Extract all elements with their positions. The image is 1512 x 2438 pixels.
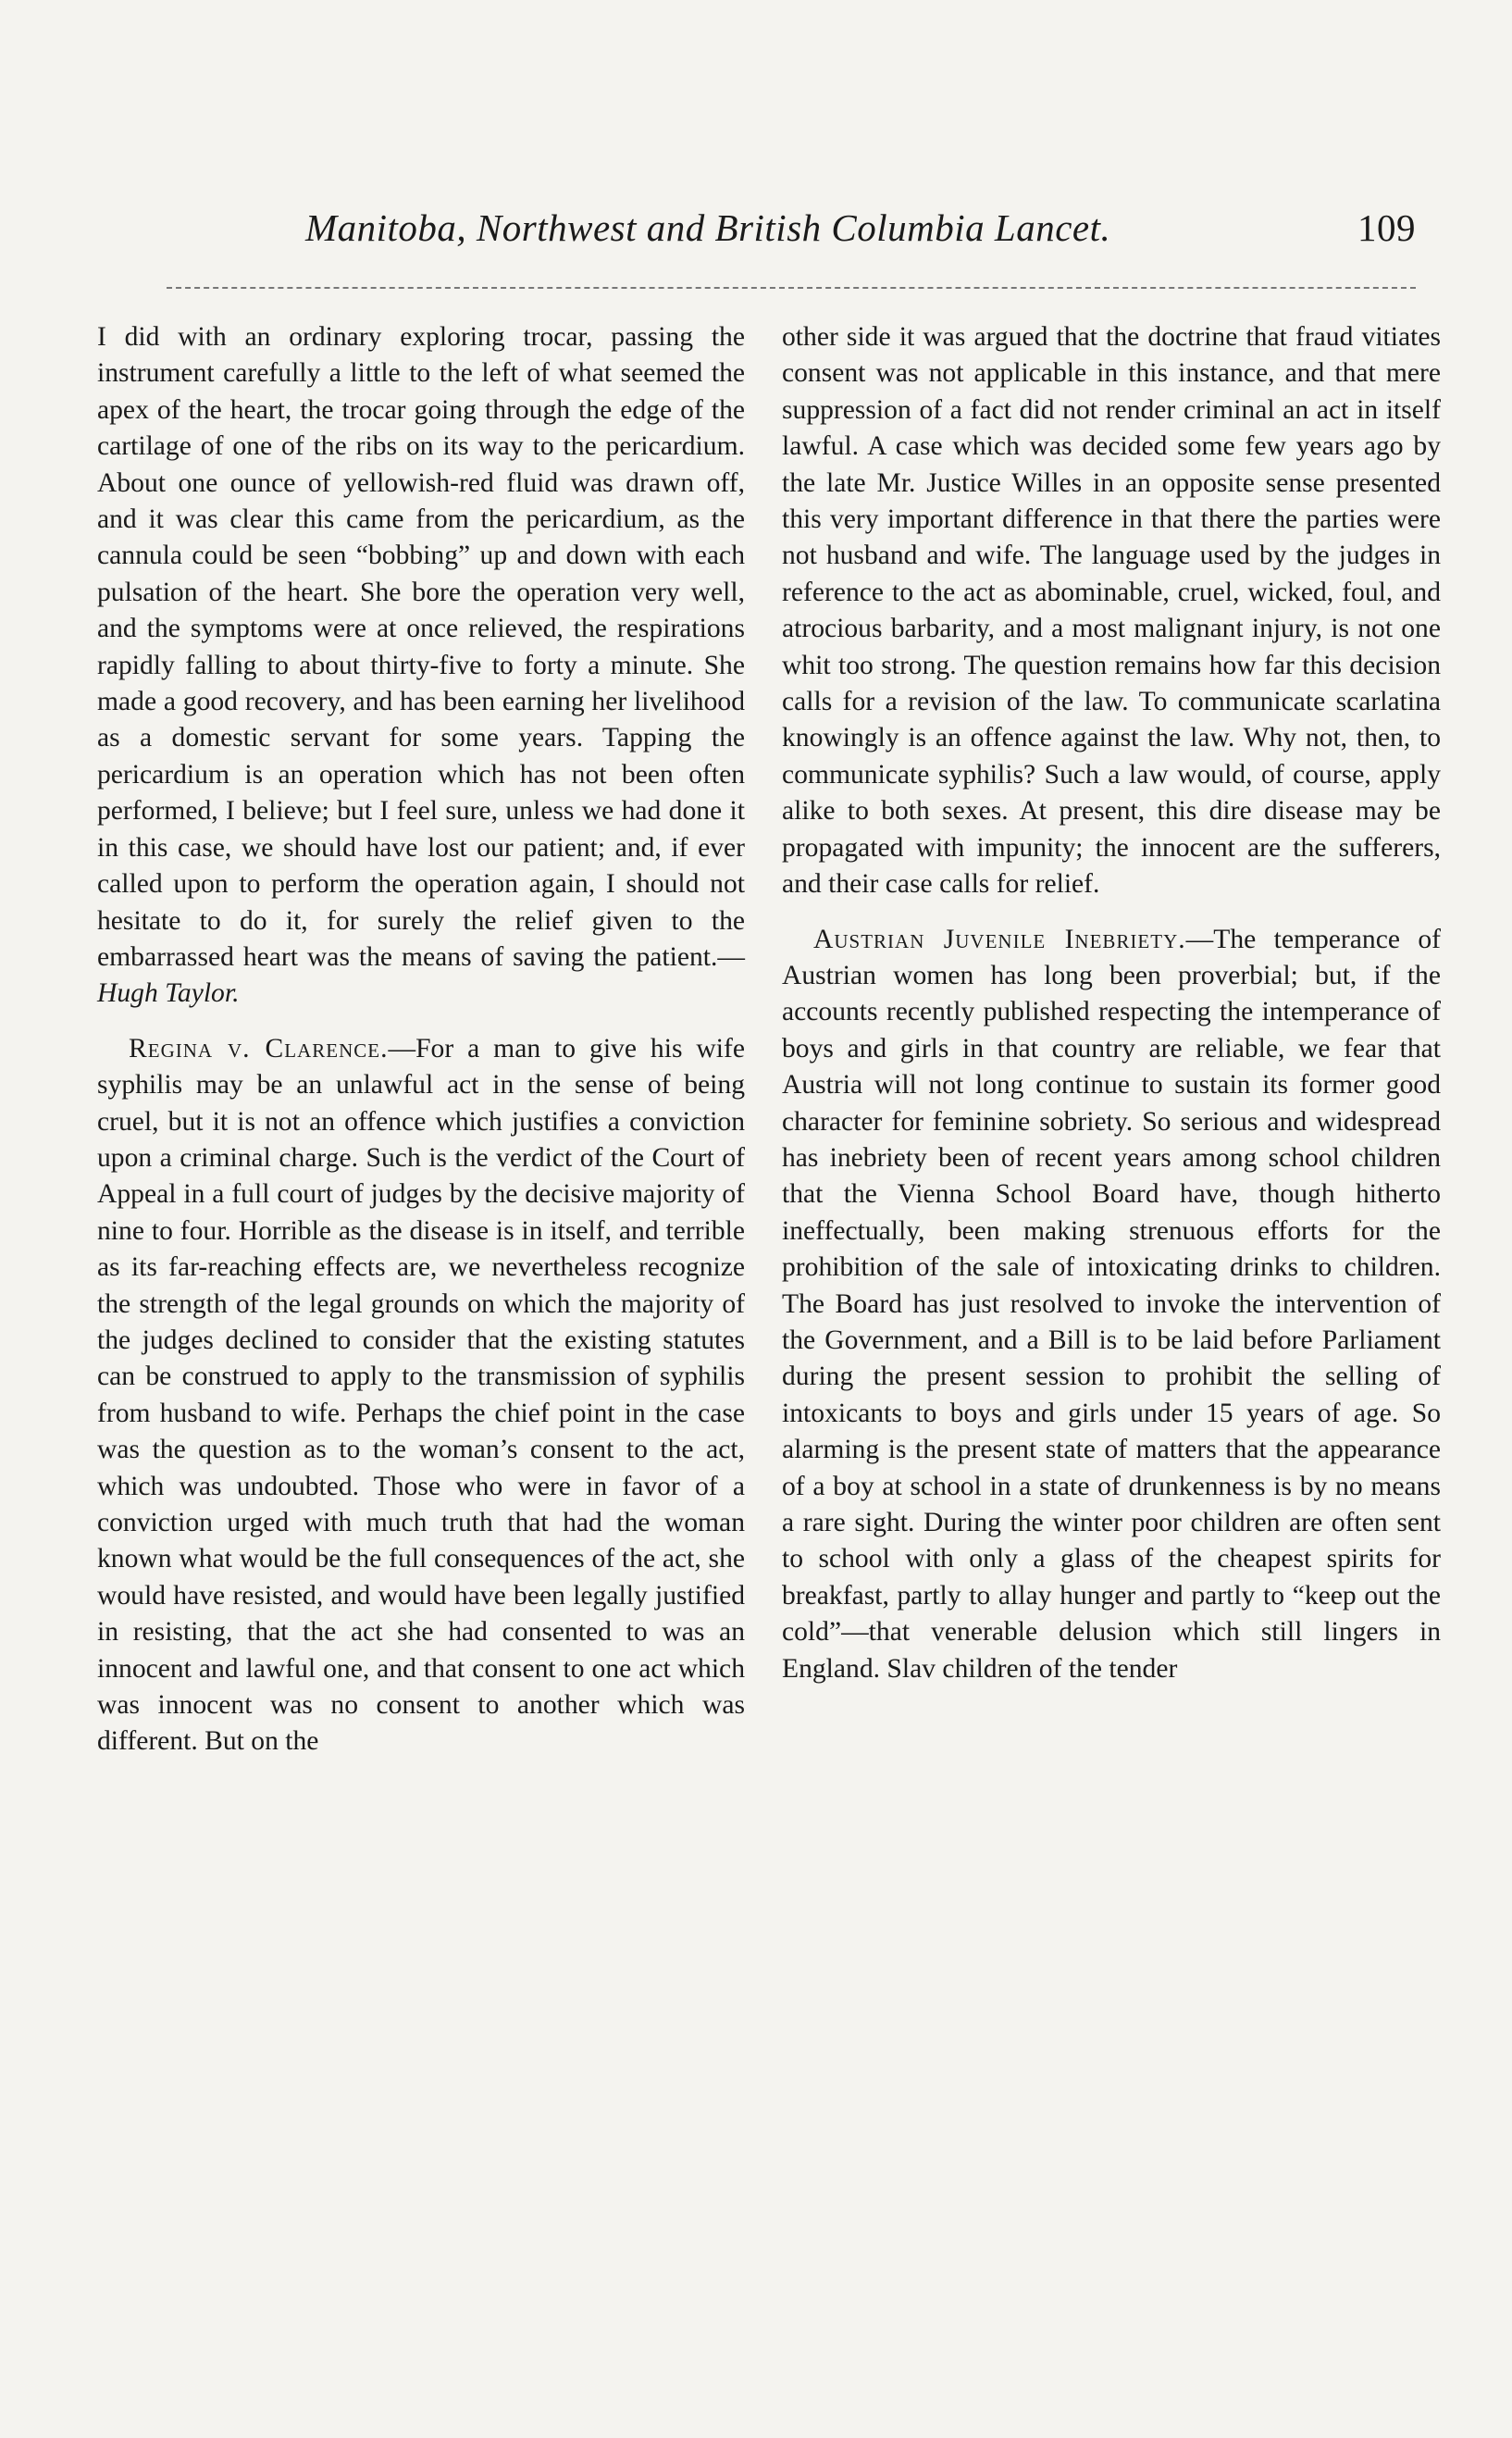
regina-clarence-continued-text: other side it was argued that the doctrine that fraud vitiates consent was not applicable in this instance, and that mere suppression of a fact did not render criminal an act in itself lawful. A case which was decided some few years ago by the late Mr. Justice Willes in an opposite sense presented this very important difference in that there the parties were not husband and wife. The language used by the judges in reference to the act as abominable, cruel, wicked, foul, and atrocious barbarity, and a most malignant injury, is not one whit too strong. The question remains how far this decision calls for a revision of the law. To communicate scarlatina knowingly is an offence against the law. Why not, then, to communicate syphilis? Such a law would, of course, apply alike to both sexes. At present, this dire disease may be propagated with impunity; the innocent are the sufferers, and their case calls for relief. xyxy=(782,322,1441,900)
regina-clarence-text: —For a man to give his wife syphilis may be an unlawful act in the sense of being cruel, but it is not an offence which justifies a conviction upon a criminal charge. Such is the verdict of the Court of Appeal in a full court of judges by the decisive majority of nine to four. Horrible as the disease is in itself, and terrible as its far-reaching effects are, we nevertheless recognize the strength of the legal grounds on which the majority of the judges declined to consider that the existing statutes can be construed to apply to the transmission of syphilis from husband to wife. Perhaps the chief point in the case was the question as to the woman’s consent to the act, which was undoubted. Those who were in favor of a conviction urged with much truth that had the woman known what would be the full consequences of the act, she would have resisted, and would have been legally justified in resisting, that the act she had consented to was an innocent and lawful one, and that consent to one act which was innocent was no consent to another which was different. But on the xyxy=(97,1033,745,1757)
running-head xyxy=(278,205,1416,261)
header-rule xyxy=(167,287,1416,289)
austrian-inebriety-heading: Austrian Juvenile Inebriety. xyxy=(813,924,1186,954)
regina-clarence-paragraph xyxy=(97,1031,745,1760)
author-signature: Hugh Taylor. xyxy=(97,978,240,1009)
austrian-inebriety-text: —The temperance of Austrian women has long been proverbial; but, if the accounts recently published respecting the intemperance of boys and girls in that country are reliable, we fear that Austria will not long continue to sustain its former good character for feminine sobriety. So serious and widespread has inebriety been of recent years among school children that the Vienna School Board have, though hitherto ineffectually, been making strenuous efforts for the prohibition of the sale of intoxicating drinks to children. The Board has just resolved to invoke the intervention of the Government, and a Bill is to be laid before Parliament during the present session to prohibit the selling of intoxicants to boys and girls under 15 years of age. So alarming is the present state of matters that the appearance of a boy at school in a state of drunkenness is by no means a rare sight. During the winter poor children are often sent to school with only a glass of the cheapest spirits for breakfast, partly to allay hunger and partly to “keep out the cold”—that venerable delusion which still lingers in England. Slav children of the tender xyxy=(782,924,1441,1684)
page-number: 109 xyxy=(1357,206,1416,249)
trocar-case-text: I did with an ordinary exploring trocar, passing the instrument carefully a little to the left of what seemed the apex of the heart, the trocar going through the edge of the cartilage of one of the ribs on its way to the pericardium. About one ounce of yellowish-red fluid was drawn off, and it was clear this came from the pericardium, as the cannula could be seen “bobbing” up and down with each pulsation of the heart. She bore the operation very well, and the symptoms were at once relieved, the respirations rapidly falling to about thirty-five to forty a minute. She made a good recovery, and has been earning her livelihood as a domestic servant for some years. Tapping the pericardium is an operation which has not been often performed, I believe; but I feel sure, unless we had done it in this case, we should have lost our patient; and, if ever called upon to perform the operation again, I should not hesitate to do it, for surely the relief given to the embarrassed heart was the means of saving the patient.— xyxy=(97,322,745,972)
trocar-case-paragraph xyxy=(97,319,745,1013)
right-column xyxy=(782,319,1441,1687)
austrian-inebriety-paragraph xyxy=(782,922,1441,1688)
regina-clarence-heading: Regina v. Clarence. xyxy=(129,1033,389,1064)
regina-clarence-continued xyxy=(782,319,1441,903)
running-title: Manitoba, Northwest and British Columbia Lancet. xyxy=(305,206,1111,249)
left-column xyxy=(97,319,745,1760)
